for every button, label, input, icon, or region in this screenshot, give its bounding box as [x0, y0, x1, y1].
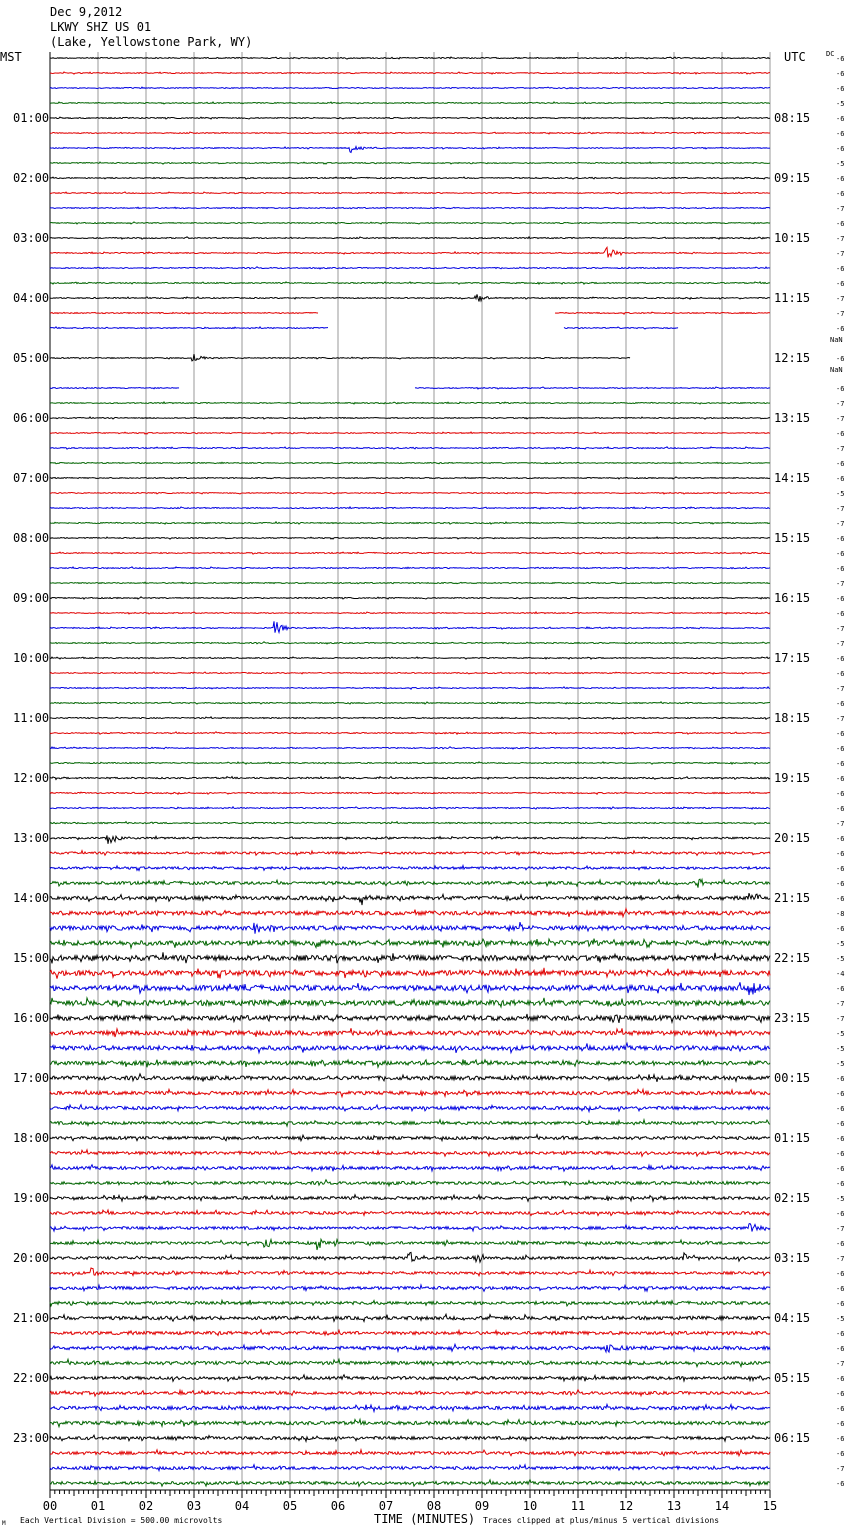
trace-line-54 — [50, 866, 770, 871]
x-tick-label: 01 — [90, 1499, 106, 1513]
trace-value: -6 — [836, 280, 845, 288]
trace-line-48 — [50, 777, 770, 780]
trace-line-33 — [50, 552, 770, 554]
x-tick-label: 09 — [474, 1499, 490, 1513]
right-hour-label: 15:15 — [774, 531, 811, 545]
trace-value: -6 — [836, 1105, 845, 1113]
trace-value: -6 — [836, 1390, 845, 1398]
trace-value: -6 — [836, 325, 845, 333]
trace-line-8 — [50, 177, 770, 179]
x-tick-label: 13 — [666, 1499, 682, 1513]
header-location: (Lake, Yellowstone Park, WY) — [50, 35, 253, 49]
trace-line-18 — [50, 327, 678, 329]
trace-line-56 — [50, 893, 770, 905]
trace-line-66 — [50, 1043, 770, 1053]
trace-line-89 — [50, 1390, 770, 1396]
x-tick-label: 00 — [42, 1499, 58, 1513]
trace-line-12 — [50, 237, 770, 239]
trace-value: -5 — [836, 160, 845, 168]
trace-value: -6 — [836, 805, 845, 813]
trace-line-59 — [50, 939, 770, 948]
trace-lines — [50, 57, 770, 1486]
right-hour-label: 11:15 — [774, 291, 811, 305]
left-hour-label: 17:00 — [13, 1071, 50, 1085]
trace-value: -7 — [836, 205, 845, 213]
trace-line-60 — [50, 952, 770, 963]
trace-value: -6 — [836, 1345, 845, 1353]
trace-value: -5 — [836, 1045, 845, 1053]
left-hour-label: 10:00 — [13, 651, 50, 665]
trace-value: -8 — [836, 910, 845, 918]
left-hour-label: 03:00 — [13, 231, 50, 245]
trace-value: -6 — [836, 475, 845, 483]
trace-line-37 — [50, 612, 770, 614]
footer — [2, 1512, 719, 1527]
trace-line-72 — [50, 1135, 770, 1141]
trace-line-23 — [50, 402, 770, 404]
trace-line-79 — [50, 1239, 770, 1250]
trace-line-39 — [50, 642, 770, 644]
right-hour-label: 00:15 — [774, 1071, 811, 1085]
trace-value: -6 — [836, 925, 845, 933]
trace-line-92 — [50, 1435, 770, 1441]
trace-value: -7 — [836, 640, 845, 648]
trace-line-30 — [50, 507, 770, 509]
trace-value: -7 — [836, 415, 845, 423]
left-hour-label: 18:00 — [13, 1131, 50, 1145]
right-hour-label: 02:15 — [774, 1191, 811, 1205]
trace-value: -7 — [836, 715, 845, 723]
trace-value: -6 — [836, 220, 845, 228]
trace-line-95 — [50, 1480, 770, 1487]
trace-value: -6 — [836, 1450, 845, 1458]
trace-value: -6 — [836, 1330, 845, 1338]
trace-line-29 — [50, 492, 770, 494]
trace-line-68 — [50, 1074, 770, 1082]
trace-line-90 — [50, 1404, 770, 1411]
trace-line-16 — [50, 294, 770, 301]
left-hour-label: 22:00 — [13, 1371, 50, 1385]
trace-line-5 — [50, 132, 770, 134]
trace-value: -6 — [836, 130, 845, 138]
trace-line-14 — [50, 267, 770, 269]
trace-line-69 — [50, 1089, 770, 1096]
left-hour-label: 09:00 — [13, 591, 50, 605]
trace-value: -6 — [836, 1090, 845, 1098]
trace-line-28 — [50, 477, 770, 479]
trace-value: -6 — [836, 565, 845, 573]
trace-value: -6 — [836, 145, 845, 153]
right-hour-label: 14:15 — [774, 471, 811, 485]
trace-value: -7 — [836, 685, 845, 693]
left-hour-label: 02:00 — [13, 171, 50, 185]
trace-line-55 — [50, 879, 770, 888]
trace-line-78 — [50, 1223, 770, 1231]
left-hour-label: 04:00 — [13, 291, 50, 305]
trace-value: -6 — [836, 1165, 845, 1173]
trace-value: -6 — [836, 1150, 845, 1158]
trace-value: -6 — [836, 55, 845, 63]
x-tick-label: 15 — [762, 1499, 778, 1513]
left-hour-label: 23:00 — [13, 1431, 50, 1445]
trace-line-36 — [50, 597, 770, 599]
trace-value: -6 — [836, 895, 845, 903]
trace-line-58 — [50, 922, 770, 934]
left-hour-label: 14:00 — [13, 891, 50, 905]
trace-value: -7 — [836, 520, 845, 528]
trace-line-4 — [50, 117, 770, 119]
right-hour-label: 16:15 — [774, 591, 811, 605]
trace-value: -6 — [836, 550, 845, 558]
trace-value: -6 — [836, 850, 845, 858]
trace-value: -6 — [836, 865, 845, 873]
scale-note: Each Vertical Division = 500.00 microvolts — [20, 1516, 223, 1525]
x-tick-label: 12 — [618, 1499, 634, 1513]
trace-line-64 — [50, 1014, 770, 1023]
x-axis-title: TIME (MINUTES) — [374, 1512, 476, 1526]
trace-line-85 — [50, 1330, 770, 1336]
trace-line-0 — [50, 57, 770, 59]
trace-value: -6 — [836, 1270, 845, 1278]
trace-line-45 — [50, 732, 770, 734]
trace-value: -5 — [836, 955, 845, 963]
trace-value: -6 — [836, 1240, 845, 1248]
trace-line-26 — [50, 447, 770, 449]
trace-line-13 — [50, 247, 770, 257]
trace-line-43 — [50, 702, 770, 704]
right-hour-label: 20:15 — [774, 831, 811, 845]
trace-line-46 — [50, 747, 770, 749]
trace-value: NaN — [830, 366, 843, 374]
trace-line-93 — [50, 1450, 770, 1456]
trace-line-41 — [50, 672, 770, 674]
trace-value: -6 — [836, 655, 845, 663]
left-hour-label: 20:00 — [13, 1251, 50, 1265]
trace-value: -6 — [836, 730, 845, 738]
x-tick-label: 11 — [570, 1499, 586, 1513]
trace-line-7 — [50, 162, 770, 164]
left-hour-label: 07:00 — [13, 471, 50, 485]
trace-line-22 — [50, 387, 770, 389]
trace-value: -5 — [836, 100, 845, 108]
right-trace-values — [826, 50, 844, 1488]
left-hour-label: 15:00 — [13, 951, 50, 965]
trace-value: -6 — [836, 790, 845, 798]
left-hour-label: 06:00 — [13, 411, 50, 425]
trace-line-42 — [50, 687, 770, 689]
right-hour-label: 23:15 — [774, 1011, 811, 1025]
trace-line-73 — [50, 1150, 770, 1156]
left-hour-label: 16:00 — [13, 1011, 50, 1025]
trace-line-6 — [50, 147, 770, 153]
trace-line-10 — [50, 207, 770, 209]
trace-line-38 — [50, 621, 770, 632]
right-hour-label: 12:15 — [774, 351, 811, 365]
trace-value: -6 — [836, 1075, 845, 1083]
left-hour-label: 01:00 — [13, 111, 50, 125]
trace-line-32 — [50, 537, 770, 539]
trace-value: -5 — [836, 1030, 845, 1038]
trace-line-81 — [50, 1268, 770, 1276]
x-tick-label: 03 — [186, 1499, 202, 1513]
trace-value: -4 — [836, 970, 845, 978]
trace-line-61 — [50, 968, 770, 979]
clip-note: Traces clipped at plus/minus 5 vertical divisions — [483, 1516, 720, 1525]
x-tick-label: 10 — [522, 1499, 538, 1513]
right-hour-label: 17:15 — [774, 651, 811, 665]
trace-value: -6 — [836, 745, 845, 753]
trace-value: -6 — [836, 535, 845, 543]
right-hour-label: 19:15 — [774, 771, 811, 785]
trace-line-44 — [50, 717, 770, 719]
left-hour-label: 05:00 — [13, 351, 50, 365]
trace-line-3 — [50, 102, 770, 104]
dc-label: DC — [826, 50, 835, 58]
right-hour-label: 10:15 — [774, 231, 811, 245]
trace-value: -6 — [836, 190, 845, 198]
trace-value: -7 — [836, 250, 845, 258]
left-hour-label: 13:00 — [13, 831, 50, 845]
trace-value: -7 — [836, 505, 845, 513]
trace-value: -5 — [836, 1060, 845, 1068]
trace-value: -6 — [836, 835, 845, 843]
right-hour-label: 21:15 — [774, 891, 811, 905]
trace-line-51 — [50, 822, 770, 825]
trace-line-34 — [50, 567, 770, 569]
trace-line-62 — [50, 982, 770, 995]
trace-value: -6 — [836, 1435, 845, 1443]
trace-value: -6 — [836, 1210, 845, 1218]
trace-value: -6 — [836, 85, 845, 93]
right-hour-label: 01:15 — [774, 1131, 811, 1145]
trace-line-71 — [50, 1120, 770, 1126]
trace-line-47 — [50, 762, 770, 764]
trace-value: -6 — [836, 610, 845, 618]
left-hour-label: 12:00 — [13, 771, 50, 785]
trace-value: -6 — [836, 265, 845, 273]
trace-value: -5 — [836, 1195, 845, 1203]
trace-line-15 — [50, 282, 770, 284]
x-tick-label: 14 — [714, 1499, 730, 1513]
trace-value: -7 — [836, 1465, 845, 1473]
trace-line-80 — [50, 1252, 770, 1262]
trace-line-88 — [50, 1375, 770, 1382]
trace-value: -7 — [836, 1015, 845, 1023]
left-zone-label: MST — [0, 50, 22, 64]
trace-line-77 — [50, 1210, 770, 1215]
trace-line-52 — [50, 835, 770, 843]
trace-value: -7 — [836, 295, 845, 303]
left-hour-label: 21:00 — [13, 1311, 50, 1325]
right-hour-label: 22:15 — [774, 951, 811, 965]
right-hour-label: 04:15 — [774, 1311, 811, 1325]
trace-value: -6 — [836, 880, 845, 888]
trace-value: -6 — [836, 1180, 845, 1188]
left-hour-label: 19:00 — [13, 1191, 50, 1205]
trace-line-20 — [50, 354, 630, 361]
trace-line-83 — [50, 1300, 770, 1306]
right-hour-label: 13:15 — [774, 411, 811, 425]
trace-line-1 — [50, 72, 770, 74]
trace-line-65 — [50, 1028, 770, 1037]
trace-value: -6 — [836, 700, 845, 708]
trace-line-50 — [50, 807, 770, 809]
trace-value: -7 — [836, 580, 845, 588]
left-hour-label: 11:00 — [13, 711, 50, 725]
corner-mark: M — [2, 1520, 6, 1527]
trace-value: -6 — [836, 1285, 845, 1293]
trace-line-87 — [50, 1359, 770, 1366]
trace-line-86 — [50, 1344, 770, 1352]
header — [50, 5, 252, 49]
trace-value: -7 — [836, 625, 845, 633]
trace-value: -6 — [836, 1300, 845, 1308]
right-zone-label: UTC — [784, 50, 806, 64]
right-hour-label: 08:15 — [774, 111, 811, 125]
time-axis — [43, 1490, 777, 1513]
right-hour-label: 03:15 — [774, 1251, 811, 1265]
trace-value: -6 — [836, 115, 845, 123]
trace-line-63 — [50, 998, 770, 1007]
trace-value: -6 — [836, 430, 845, 438]
trace-line-74 — [50, 1165, 770, 1171]
trace-value: -7 — [836, 820, 845, 828]
header-date: Dec 9,2012 — [50, 5, 123, 19]
header-station: LKWY SHZ US 01 — [50, 20, 152, 34]
x-tick-label: 02 — [138, 1499, 154, 1513]
trace-line-94 — [50, 1465, 770, 1471]
trace-value: -6 — [836, 670, 845, 678]
trace-line-70 — [50, 1105, 770, 1112]
trace-line-31 — [50, 522, 770, 524]
trace-line-53 — [50, 851, 770, 856]
trace-value: -7 — [836, 1360, 845, 1368]
trace-line-25 — [50, 432, 770, 434]
trace-value: -6 — [836, 70, 845, 78]
trace-line-84 — [50, 1314, 770, 1321]
trace-line-82 — [50, 1285, 770, 1291]
trace-value: -6 — [836, 1120, 845, 1128]
trace-value: -6 — [836, 1135, 845, 1143]
trace-value: -6 — [836, 775, 845, 783]
x-tick-label: 04 — [234, 1499, 250, 1513]
trace-value: -7 — [836, 1225, 845, 1233]
trace-line-75 — [50, 1180, 770, 1186]
trace-value: -6 — [836, 385, 845, 393]
left-hour-label: 08:00 — [13, 531, 50, 545]
trace-line-49 — [50, 792, 770, 795]
trace-value: -5 — [836, 940, 845, 948]
trace-line-76 — [50, 1195, 770, 1201]
trace-value: -5 — [836, 1315, 845, 1323]
trace-value: -6 — [836, 460, 845, 468]
trace-line-57 — [50, 909, 770, 917]
x-tick-label: 06 — [330, 1499, 346, 1513]
right-hour-label: 18:15 — [774, 711, 811, 725]
x-tick-label: 07 — [378, 1499, 394, 1513]
trace-value: -6 — [836, 175, 845, 183]
trace-value: -6 — [836, 595, 845, 603]
trace-value: -5 — [836, 490, 845, 498]
left-hour-labels — [13, 111, 49, 1445]
trace-line-11 — [50, 222, 770, 224]
x-tick-label: 05 — [282, 1499, 298, 1513]
trace-line-91 — [50, 1419, 770, 1426]
trace-value: -6 — [836, 1375, 845, 1383]
trace-value: -7 — [836, 235, 845, 243]
right-hour-labels — [774, 111, 810, 1445]
trace-line-17 — [50, 312, 770, 314]
trace-value: -7 — [836, 1255, 845, 1263]
trace-value: NaN — [830, 336, 843, 344]
trace-value: -6 — [836, 1480, 845, 1488]
trace-value: -7 — [836, 445, 845, 453]
trace-value: -7 — [836, 310, 845, 318]
trace-value: -7 — [836, 400, 845, 408]
right-hour-label: 06:15 — [774, 1431, 811, 1445]
trace-line-24 — [50, 417, 770, 419]
trace-value: -6 — [836, 760, 845, 768]
right-hour-label: 09:15 — [774, 171, 811, 185]
trace-line-9 — [50, 192, 770, 194]
trace-line-67 — [50, 1060, 770, 1068]
trace-line-27 — [50, 462, 770, 464]
trace-value: -6 — [836, 1420, 845, 1428]
trace-value: -6 — [836, 1405, 845, 1413]
x-tick-label: 08 — [426, 1499, 442, 1513]
trace-line-40 — [50, 657, 770, 659]
trace-value: -6 — [836, 985, 845, 993]
trace-value: -6 — [836, 355, 845, 363]
trace-line-2 — [50, 87, 770, 89]
trace-line-35 — [50, 582, 770, 584]
trace-value: -7 — [836, 1000, 845, 1008]
right-hour-label: 05:15 — [774, 1371, 811, 1385]
